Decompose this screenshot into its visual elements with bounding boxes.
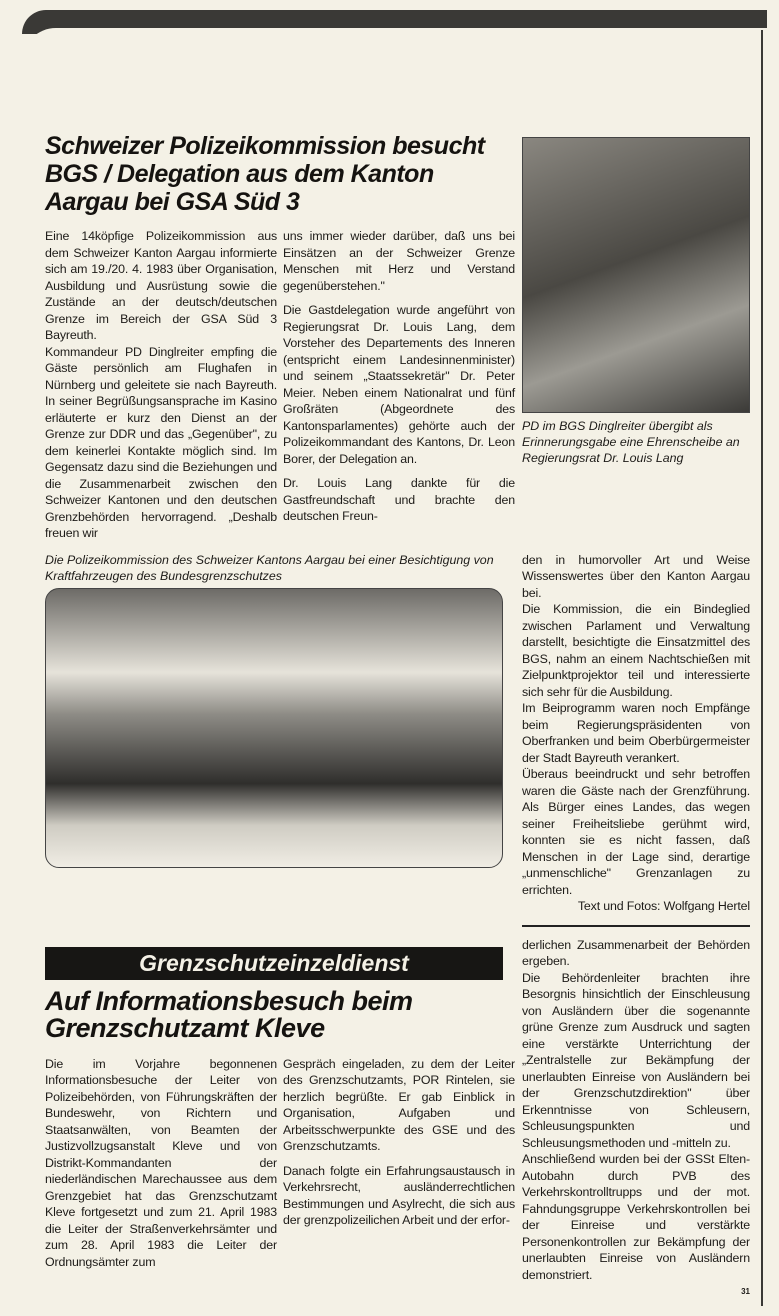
article2-main bbox=[45, 937, 515, 1297]
page-content bbox=[45, 0, 750, 1316]
article2-column-1 bbox=[45, 1056, 277, 1271]
article1-columns bbox=[45, 228, 515, 542]
paragraph: derlichen Zusammenarbeit der Behörden ergeben. bbox=[522, 937, 750, 968]
article1-photo-block bbox=[522, 132, 750, 542]
photo2-caption: Die Polizeikommission des Schweizer Kantons Aargau bei einer Besichtigung von Kraftfahrzeugen des Bundesgrenzschutzes bbox=[45, 552, 494, 583]
paragraph: Eine 14köpfige Polizeikommission aus dem Schweizer Kanton Aargau informierte sich am 19./20. 4. 1983 über Organisation, Ausbildung und Ausrüstung sowie die Zustände an der deutsch/deutschen Grenze im Bereich der GSA Süd 3 Bayreuth. bbox=[45, 229, 277, 342]
article1-column-2 bbox=[283, 228, 515, 542]
section-banner: Grenzschutzeinzeldienst bbox=[45, 947, 503, 980]
paragraph: Kommandeur PD Dinglreiter empfing die Gäste persönlich am Flughafen in Nürnberg und geleitete sie nach Bayreuth. In seiner Begrüßungsansprache im Kasino erläuterte er kurz den Dienst an der Grenze zur DDR und das „Gegenüber", zu dem keinerlei Kontakte möglich sind. Im Gegensatz dazu sind die Beziehungen und die Zusammenarbeit zwischen den Schweizer Kantonen und den deutschen Grenzbehörden hervorragend. „Deshalb freuen wir bbox=[45, 344, 277, 540]
article1-group-photo-block bbox=[45, 552, 515, 927]
paragraph: Gespräch eingeladen, zu dem der Leiter des Grenzschutzamts, POR Rintelen, sie herzlich begrüßte. Er gab Einblick in Organisation, Aufgaben und Arbeitsschwerpunkte des GSE und des Grenzschutzamts. bbox=[283, 1056, 515, 1153]
article1-column-3 bbox=[522, 552, 750, 915]
article2-column-3 bbox=[522, 937, 750, 1284]
author-credit: Text und Fotos: Wolfgang Hertel bbox=[577, 899, 750, 913]
page-number: 31 bbox=[741, 1287, 750, 1296]
page-edge-line bbox=[761, 30, 763, 1306]
paragraph: Die Gastdelegation wurde angeführt von Regierungsrat Dr. Louis Lang, dem Vorsteher des Departements des Inneren (entspricht einem Landesinnenminister) und seinem „Staatssekretär" Dr. Peter Meier. Neben einem Nationalrat und fünf Großräten (Abgeordnete des Kantonsparlamentes) gehörte auch der Polizeikommandant des Kantons, Dr. Leon Borer, der Delegation an. bbox=[283, 303, 515, 466]
paragraph: Im Beiprogramm waren noch Empfänge beim Regierungspräsidenten von Oberfranken und beim Oberbürgermeister der Stadt Bayreuth verankert. bbox=[522, 701, 750, 765]
article1-column-3-block bbox=[522, 552, 750, 927]
paragraph: Die Kommission, die ein Bindeglied zwischen Parlament und Verwaltung darstellt, besichtigte die Einsatzmittel des BGS, nahm an einem Nachtschießen mit Zielpunktprojektor teil und interessierte sich sehr für die Ausbildung. bbox=[522, 602, 750, 699]
article2-column-3-block bbox=[522, 937, 750, 1297]
paragraph: Dr. Louis Lang dankte für die Gastfreundschaft und brachte den deutschen Freun- bbox=[283, 476, 515, 523]
paragraph: Danach folgte ein Erfahrungsaustausch in Verkehrsrecht, ausländerrechtlichen Bestimmungen und Asylrecht, die sich aus der grenzpolizeilichen Arbeit und der erfor- bbox=[283, 1163, 515, 1227]
paragraph: Die Behördenleiter brachten ihre Besorgnis hinsichtlich der Einschleusung von Ausländern über die sogenannte grüne Grenze zum Ausdruck und sagten eine verstärkte Unterrichtung der „Zentralstelle zur Bekämpfung der unerlaubten Einreise von Ausländern bei der Grenzschutzdirektion" über Erkenntnisse von Schleusern, Schleusungspunkten und Schleusungsmethoden und -mitteln zu. bbox=[522, 970, 750, 1150]
article1-main bbox=[45, 132, 515, 542]
photo-commission-group-vehicles bbox=[45, 588, 503, 868]
article1-column-1 bbox=[45, 228, 277, 542]
paragraph: uns immer wieder darüber, daß uns bei Einsätzen an der Schweizer Grenze Menschen mit Herz und Verstand gegenüberstehen." bbox=[283, 229, 515, 293]
article1-title: Schweizer Polizeikommission besucht BGS / Delegation aus dem Kanton Aargau bei GSA Süd 3 bbox=[45, 132, 485, 216]
paragraph: Anschließend wurden bei der GSSt Elten-Autobahn durch PVB des Verkehrskontrolltrupps und der mot. Fahndungsgruppe Verkehrskontrollen bei der Einreise und verstärkte Personenkontrollen zur Bekämpfung der unerlaubten Einreise von Ausländern demonstriert. bbox=[522, 1152, 750, 1282]
article2-title: Auf Informationsbesuch beim Grenzschutzamt Kleve bbox=[45, 985, 413, 1043]
paragraph: den in humorvoller Art und Weise Wissenswertes über den Kanton Aargau bei. bbox=[522, 552, 750, 600]
photo-honor-plate-handover bbox=[522, 137, 750, 413]
paragraph: Überaus beeindruckt und sehr betroffen waren die Gäste nach der Grenzführung. Als Bürger eines Landes, das wegen seiner Freiheitsliebe gerühmt wird, konnten sie es nicht fassen, daß Menschen in der Lage sind, derartige „unmenschliche" Grenzanlagen zu errichten. bbox=[522, 767, 750, 897]
article2-columns bbox=[45, 1056, 515, 1271]
paragraph: Die im Vorjahre begonnenen Informationsbesuche der Leiter von Polizeibehörden, von Führungskräften der Bundeswehr, von Richtern und Staatsanwälten, von Beamten der Justizvollzugsanstalt Kleve und von Distrikt-Kommandanten der niederländischen Marechaussee aus dem Grenzgebiet hat das Grenzschutzamt Kleve fortgesetzt und zum 21. April 1983 die Leiter der Straßenverkehrsämter und zum 28. April 1983 die Leiter der Ordnungsämter zum bbox=[45, 1056, 277, 1269]
photo1-caption: PD im BGS Dinglreiter übergibt als Erinnerungsgabe eine Ehrenscheibe an Regierungsrat Dr. Louis Lang bbox=[522, 419, 740, 465]
divider bbox=[522, 925, 750, 927]
article2-column-2 bbox=[283, 1056, 515, 1271]
